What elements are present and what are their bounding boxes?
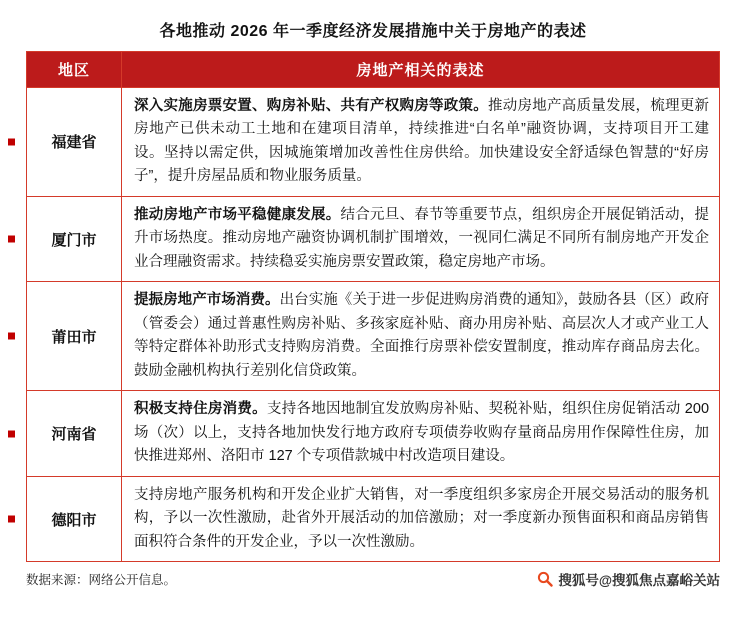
table-row [27, 196, 720, 281]
table-body [27, 88, 720, 562]
row-marker [8, 236, 15, 243]
region-cell [27, 391, 122, 476]
policy-body: 结合元旦、春节等重要节点，组织房企开展促销活动，提升市场热度。推动房地产融资协调机制扩围增效，一视同仁满足不同所有制房地产开发企业合理融资需求。持续稳妥实施房票安置政策，稳定房地产市场。 [134, 206, 709, 270]
policy-lead: 积极支持住房消费。 [134, 401, 267, 418]
watermark [537, 569, 720, 589]
policy-cell [122, 196, 720, 281]
policy-lead: 深入实施房票安置、购房补贴、共有产权购房等政策。 [134, 98, 488, 114]
header-row [27, 52, 720, 88]
page-title: 各地推动 2026 年一季度经济发展措施中关于房地产的表述 [159, 23, 587, 40]
region-name: 德阳市 [51, 511, 97, 529]
policy-cell [122, 391, 720, 476]
row-marker [8, 138, 15, 145]
policy-body: 支持各地因地制宜发放购房补贴、契税补贴，组织住房促销活动 200 场（次）以上，支持各地加快发行地方政府专项债券收购存量商品房用作保障性住房，加快推进郑州、洛阳市 127 个专项借款城中村改造项目建设。 [134, 401, 710, 465]
region-name: 福建省 [51, 134, 97, 152]
watermark-text: 搜狐号@搜狐焦点嘉峪关站 [558, 573, 720, 589]
policy-lead: 提振房地产市场消费。 [134, 292, 280, 309]
policy-body: 出台实施《关于进一步促进购房消费的通知》，鼓励各县（区）政府（管委会）通过普惠性购房补贴、多孩家庭补贴、商办用房补贴、高层次人才或产业工人等特定群体补助形式支持购房消费。全面推行房票补偿安置制度，推动库存商品房去化。鼓励金融机构执行差别化信贷政策。 [134, 292, 709, 379]
policy-cell [122, 476, 720, 561]
region-cell [27, 88, 122, 197]
region-name: 厦门市 [51, 231, 97, 249]
table-row [27, 282, 720, 391]
policy-cell [122, 88, 720, 197]
policy-lead: 推动房地产市场平稳健康发展。 [134, 206, 341, 223]
col-header-policy: 房地产相关的表述 [122, 52, 720, 88]
region-cell [27, 476, 122, 561]
footer [26, 569, 720, 589]
table-header [27, 52, 720, 88]
row-marker [8, 430, 15, 437]
region-name: 莆田市 [51, 328, 97, 346]
table-row [27, 391, 720, 476]
region-name: 河南省 [51, 426, 97, 444]
row-marker [8, 333, 15, 340]
table-row [27, 476, 720, 561]
table-row [27, 88, 720, 197]
region-cell [27, 282, 122, 391]
policy-body: 推动房地产高质量发展，梳理更新房地产已供未动工土地和在建项目清单，持续推进“白名单”融资协调，支持项目开工建设。坚持以需定供，因城施策增加改善性住房供给。加快建设安全舒适绿色智慧的“好房子”，提升房屋品质和物业服务质量。 [134, 98, 709, 185]
policy-body: 支持房地产服务机构和开发企业扩大销售，对一季度组织多家房企开展交易活动的服务机构，予以一次性激励，赴省外开展活动的加倍激励；对一季度新办预售面积和商品房销售面积符合条件的开发企业，予以一次性激励。 [134, 486, 709, 550]
data-source-note: 数据来源：网络公开信息。 [26, 573, 177, 588]
sohu-focus-icon [537, 571, 553, 587]
policy-table [26, 51, 720, 562]
col-header-region: 地区 [27, 52, 122, 88]
policy-cell [122, 282, 720, 391]
region-cell [27, 196, 122, 281]
row-marker [8, 516, 15, 523]
